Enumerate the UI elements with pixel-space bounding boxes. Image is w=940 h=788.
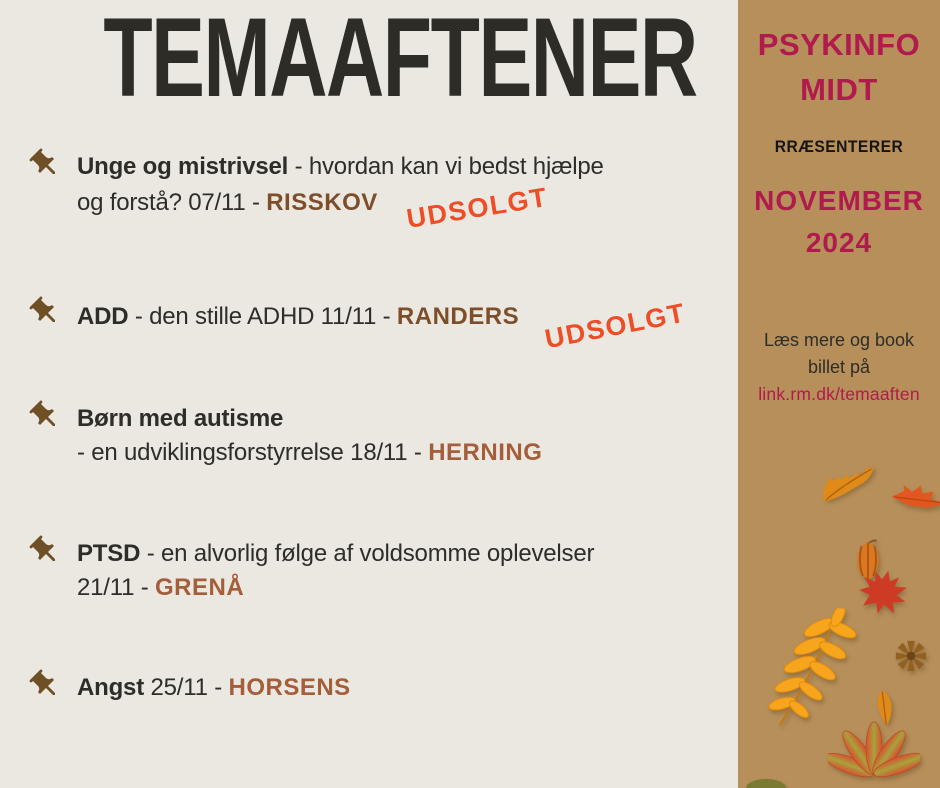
month-title [738, 180, 940, 264]
event-item-add [28, 297, 718, 355]
event-location: HERNING [428, 439, 543, 466]
pushpin-icon [28, 668, 62, 702]
pushpin-icon [28, 534, 62, 568]
event-location: HORSENS [228, 674, 351, 701]
edge-leaf-icon [888, 478, 940, 519]
event-title: Angst [77, 674, 144, 701]
event-desc: - en alvorlig følge af voldsomme oplevelser [146, 540, 595, 567]
event-title: Unge og mistrivsel [77, 153, 289, 180]
page-title: TEMAAFTENER [103, 0, 697, 120]
event-desc-line2: - en udviklingsforstyrrelse 18/11 - [77, 439, 422, 466]
event-desc-line2: og forstå? 07/11 - [77, 189, 260, 216]
sold-out-badge: UDSOLGT [404, 182, 551, 234]
booking-info [738, 327, 940, 408]
event-title: PTSD [77, 540, 141, 567]
pushpin-icon [28, 295, 62, 329]
event-item-unge-og-mistrivsel [28, 150, 718, 234]
event-location: RANDERS [396, 303, 520, 330]
cta-line2: billet på [807, 357, 871, 377]
event-title: ADD [77, 303, 129, 330]
brand-title [738, 22, 940, 112]
event-title: Børn med autisme [77, 405, 284, 432]
sold-out-badge: UDSOLGT [542, 297, 688, 355]
event-desc: - hvordan kan vi bedst hjælpe [294, 153, 604, 180]
creeper-leaf-icon [828, 716, 920, 788]
event-item-angst [28, 671, 718, 705]
event-desc: - den stille ADHD 11/11 - [134, 303, 391, 330]
event-location: GRENÅ [155, 574, 245, 601]
oak-leaf-icon [812, 453, 882, 509]
bottom-edge-leaf-icon [744, 776, 788, 788]
brand-line1: PSYKINFO [757, 27, 921, 62]
cta-line1: Læs mere og book [763, 330, 915, 350]
pushpin-icon [28, 399, 62, 433]
pushpin-icon [28, 147, 62, 181]
event-desc-line2: 21/11 - [77, 574, 149, 601]
event-location: RISSKOV [266, 189, 378, 216]
month-line2: 2024 [805, 227, 873, 258]
brand-line2: MIDT [800, 72, 878, 107]
sidebar [738, 0, 940, 788]
event-desc: 25/11 - [150, 674, 223, 701]
event-item-ptsd [28, 537, 718, 605]
star-anise-icon [892, 638, 930, 674]
presents-label: RRÆSENTERER [774, 137, 904, 156]
booking-link: link.rm.dk/temaaften [758, 384, 920, 404]
month-line1: NOVEMBER [754, 185, 924, 216]
event-item-born-med-autisme [28, 402, 718, 470]
